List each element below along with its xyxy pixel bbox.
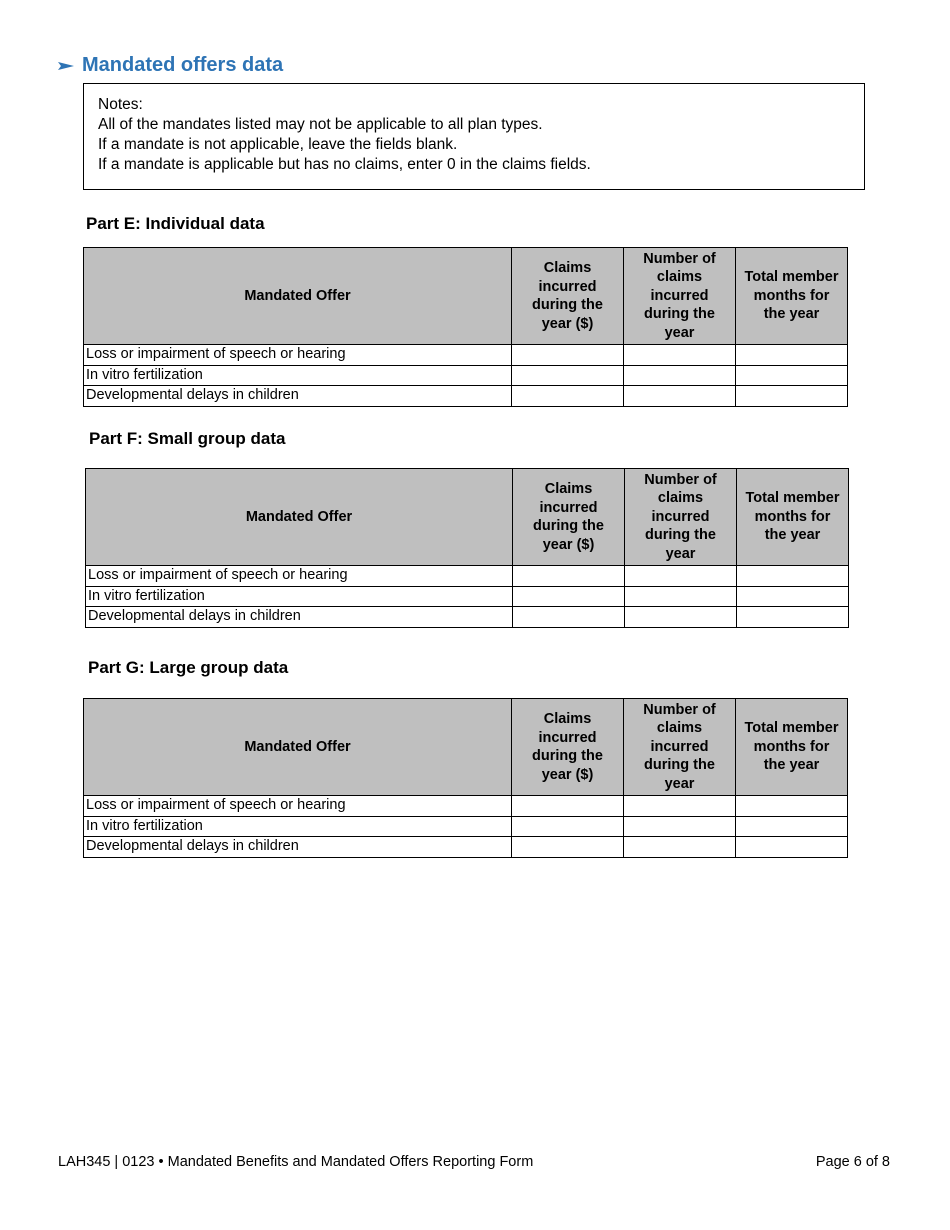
claims-count-field[interactable]	[625, 607, 737, 628]
footer-page-number: Page 6 of 8	[815, 1154, 890, 1170]
table-row	[86, 607, 849, 628]
column-header: Total member months for the year	[737, 469, 849, 566]
row-label: Loss or impairment of speech or hearing	[86, 566, 513, 587]
column-header: Claims incurred during the year ($)	[512, 699, 624, 796]
table-row	[84, 837, 848, 858]
section-heading	[58, 54, 283, 77]
claims-count-field[interactable]	[624, 365, 736, 386]
claims-amount-field[interactable]	[512, 837, 624, 858]
part-e-title: Part E: Individual data	[86, 214, 265, 233]
claims-amount-field[interactable]	[512, 796, 624, 817]
claims-count-field[interactable]	[624, 816, 736, 837]
member-months-field[interactable]	[736, 345, 848, 366]
claims-count-field[interactable]	[624, 345, 736, 366]
table-row	[84, 386, 848, 407]
footer-form-id: LAH345 | 0123 • Mandated Benefits and Mandated Offers Reporting Form	[58, 1154, 534, 1170]
claims-amount-field[interactable]	[512, 816, 624, 837]
claims-amount-field[interactable]	[512, 345, 624, 366]
row-label: In vitro fertilization	[86, 586, 513, 607]
table-row	[84, 796, 848, 817]
member-months-field[interactable]	[736, 816, 848, 837]
claims-amount-field[interactable]	[513, 566, 625, 587]
note-line: If a mandate is not applicable, leave the fields blank.	[98, 136, 458, 153]
claims-amount-field[interactable]	[513, 607, 625, 628]
claims-amount-field[interactable]	[513, 586, 625, 607]
table-row	[84, 365, 848, 386]
column-header: Number of claims incurred during the year	[624, 699, 736, 796]
row-label: Developmental delays in children	[84, 837, 512, 858]
table-row	[84, 816, 848, 837]
column-header: Number of claims incurred during the year	[625, 469, 737, 566]
row-label: Loss or impairment of speech or hearing	[84, 796, 512, 817]
member-months-field[interactable]	[737, 607, 849, 628]
column-header: Mandated Offer	[84, 699, 512, 796]
part-g-title: Part G: Large group data	[88, 658, 289, 677]
table-row	[84, 345, 848, 366]
table-row	[86, 586, 849, 607]
member-months-field[interactable]	[737, 566, 849, 587]
claims-count-field[interactable]	[625, 586, 737, 607]
claims-count-field[interactable]	[624, 386, 736, 407]
member-months-field[interactable]	[736, 386, 848, 407]
claims-count-field[interactable]	[624, 796, 736, 817]
table-header-row	[86, 469, 849, 566]
column-header: Claims incurred during the year ($)	[513, 469, 625, 566]
claims-count-field[interactable]	[624, 837, 736, 858]
column-header: Claims incurred during the year ($)	[512, 248, 624, 345]
note-line: If a mandate is applicable but has no claims, enter 0 in the claims fields.	[98, 156, 591, 173]
part-g-table	[83, 698, 848, 858]
part-e-table	[83, 247, 848, 407]
claims-amount-field[interactable]	[512, 365, 624, 386]
part-f-title: Part F: Small group data	[89, 429, 286, 448]
column-header: Mandated Offer	[86, 469, 513, 566]
notes-box	[83, 83, 865, 190]
member-months-field[interactable]	[737, 586, 849, 607]
row-label: Loss or impairment of speech or hearing	[84, 345, 512, 366]
column-header: Total member months for the year	[736, 699, 848, 796]
member-months-field[interactable]	[736, 837, 848, 858]
note-line: All of the mandates listed may not be applicable to all plan types.	[98, 116, 543, 133]
column-header: Mandated Offer	[84, 248, 512, 345]
member-months-field[interactable]	[736, 796, 848, 817]
member-months-field[interactable]	[736, 365, 848, 386]
notes-label: Notes:	[98, 96, 143, 113]
column-header: Number of claims incurred during the year	[624, 248, 736, 345]
column-header: Total member months for the year	[736, 248, 848, 345]
row-label: In vitro fertilization	[84, 365, 512, 386]
claims-amount-field[interactable]	[512, 386, 624, 407]
row-label: Developmental delays in children	[86, 607, 513, 628]
table-row	[86, 566, 849, 587]
table-header-row	[84, 248, 848, 345]
claims-count-field[interactable]	[625, 566, 737, 587]
part-f-table	[85, 468, 849, 628]
arrow-right-icon	[58, 59, 74, 73]
row-label: In vitro fertilization	[84, 816, 512, 837]
section-title: Mandated offers data	[82, 54, 284, 76]
table-header-row	[84, 699, 848, 796]
row-label: Developmental delays in children	[84, 386, 512, 407]
